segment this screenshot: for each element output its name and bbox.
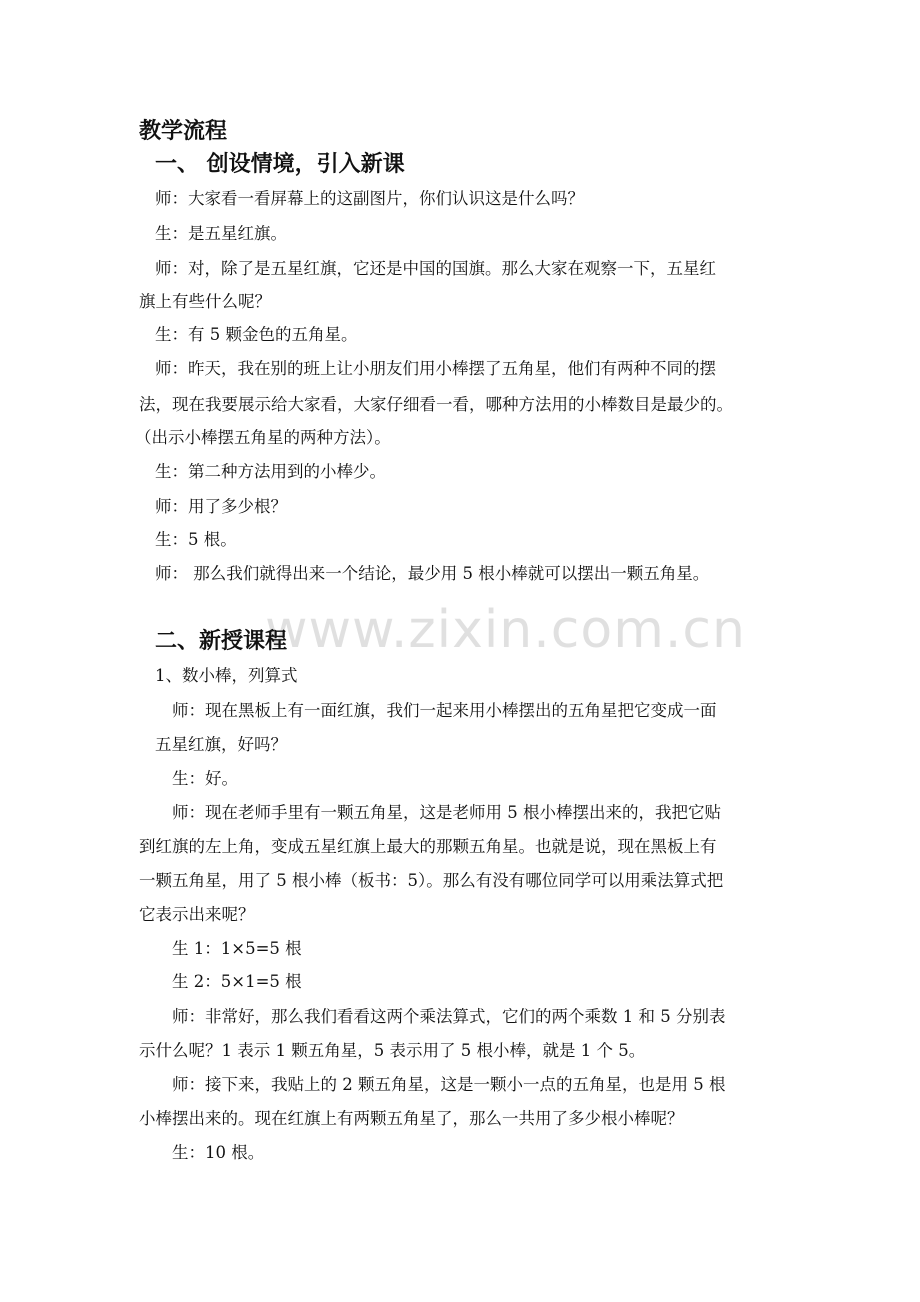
watermark: www.zixin.com.cn bbox=[265, 600, 746, 660]
paragraph-line: 师：昨天，我在别的班上让小朋友们用小棒摆了五角星，他们有两种不同的摆 bbox=[155, 359, 716, 378]
paragraph-line: 师：现在老师手里有一颗五角星，这是老师用 5 根小棒摆出来的，我把它贴 bbox=[172, 803, 721, 822]
section-2-heading: 二、新授课程 bbox=[155, 628, 288, 654]
section-2-subheading: 1、数小棒，列算式 bbox=[155, 666, 298, 685]
paragraph-line: 师：用了多少根？ bbox=[155, 497, 287, 516]
paragraph-line: 生 1：1×5=5 根 bbox=[172, 939, 302, 958]
paragraph-line: （出示小棒摆五角星的两种方法）。 bbox=[135, 428, 391, 447]
paragraph-line: 生：10 根。 bbox=[172, 1143, 265, 1162]
paragraph-line: 师：现在黑板上有一面红旗，我们一起来用小棒摆出的五角星把它变成一面 bbox=[172, 701, 717, 720]
paragraph-line: 师： 那么我们就得出来一个结论，最少用 5 根小棒就可以摆出一颗五角星。 bbox=[155, 564, 710, 583]
paragraph-line: 一颗五角星，用了 5 根小棒（板书：5）。那么有没有哪位同学可以用乘法算式把 bbox=[139, 871, 724, 890]
paragraph-line: 小棒摆出来的。现在红旗上有两颗五角星了，那么一共用了多少根小棒呢？ bbox=[139, 1109, 684, 1128]
paragraph-line: 生：5 根。 bbox=[155, 530, 237, 549]
document-title: 教学流程 bbox=[139, 118, 228, 144]
paragraph-line: 旗上有些什么呢？ bbox=[139, 292, 271, 311]
paragraph-line: 师：大家看一看屏幕上的这副图片，你们认识这是什么吗？ bbox=[155, 189, 584, 208]
paragraph-line: 师：非常好，那么我们看看这两个乘法算式，它们的两个乘数 1 和 5 分别表 bbox=[172, 1007, 726, 1026]
paragraph-line: 生：第二种方法用到的小棒少。 bbox=[155, 462, 386, 481]
paragraph-line: 五星红旗，好吗？ bbox=[155, 735, 287, 754]
paragraph-line: 法，现在我要展示给大家看，大家仔细看一看，哪种方法用的小棒数目是最少的。 bbox=[139, 395, 733, 414]
paragraph-line: 生 2：5×1=5 根 bbox=[172, 972, 302, 991]
paragraph-line: 到红旗的左上角，变成五星红旗上最大的那颗五角星。也就是说，现在黑板上有 bbox=[139, 837, 717, 856]
section-1-heading: 一、 创设情境，引入新课 bbox=[155, 151, 405, 177]
paragraph-line: 它表示出来呢？ bbox=[139, 905, 255, 924]
paragraph-line: 师：接下来，我贴上的 2 颗五角星，这是一颗小一点的五角星，也是用 5 根 bbox=[172, 1075, 726, 1094]
paragraph-line: 示什么呢？1 表示 1 颗五角星，5 表示用了 5 根小棒，就是 1 个 5。 bbox=[139, 1041, 646, 1060]
paragraph-line: 生：有 5 颗金色的五角星。 bbox=[155, 325, 358, 344]
paragraph-line: 师：对，除了是五星红旗，它还是中国的国旗。那么大家在观察一下，五星红 bbox=[155, 259, 716, 278]
paragraph-line: 生：是五星红旗。 bbox=[155, 224, 287, 243]
paragraph-line: 生：好。 bbox=[172, 769, 238, 788]
